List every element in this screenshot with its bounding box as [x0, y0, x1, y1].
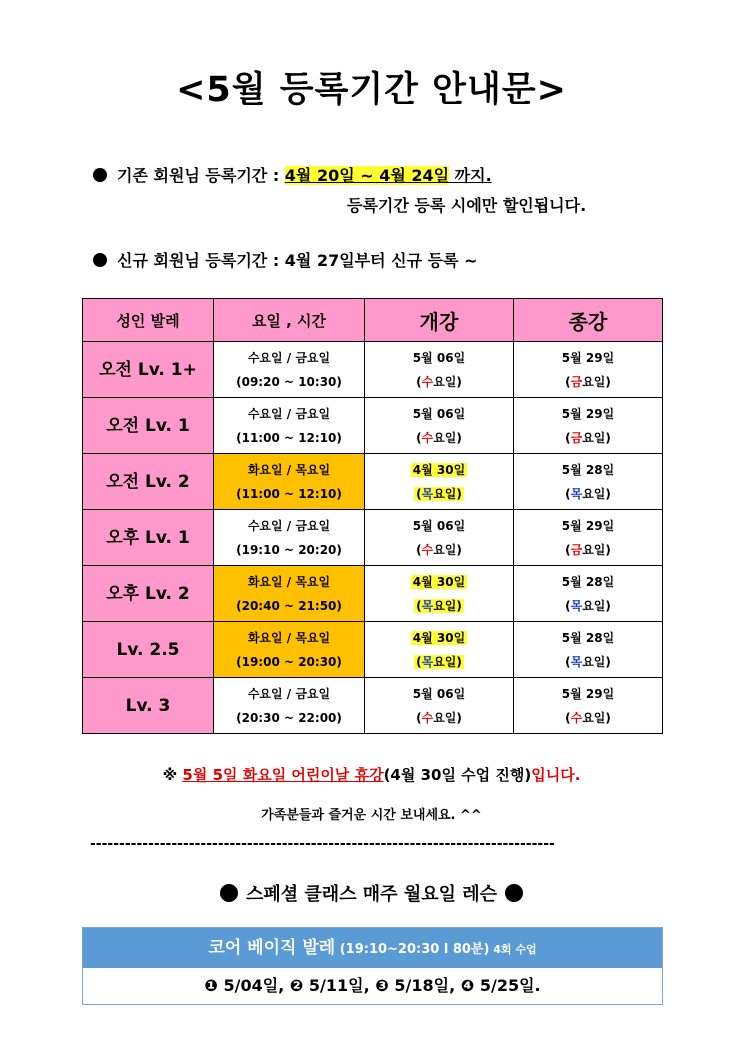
new-member-text: 신규 회원님 등록기간 : 4월 27일부터 신규 등록 ~: [117, 251, 478, 270]
start-date: 4월 30일: [412, 630, 466, 645]
time-text: (20:40 ~ 21:50): [236, 598, 342, 613]
day-suffix: 요일: [433, 542, 457, 557]
day-suffix: 요일: [433, 486, 457, 501]
level-cell: Lv. 3: [83, 678, 214, 734]
end-day-char: 목: [570, 486, 583, 501]
divider: --------------------------------------------------------------------------------: [90, 836, 555, 852]
table-row: [83, 398, 663, 454]
core-class-count: 4회 수업: [489, 943, 537, 956]
end-cell: [514, 510, 663, 566]
start-day-char: 수: [421, 430, 434, 445]
end-cell: [514, 566, 663, 622]
start-day-char: 수: [421, 710, 434, 725]
day-suffix: 요일: [433, 598, 457, 613]
day-suffix: 요일: [433, 710, 457, 725]
end-day: (금요일): [565, 430, 611, 445]
day-suffix: 요일: [433, 374, 457, 389]
start-day: (수요일): [416, 542, 462, 557]
start-date: 5월 06일: [412, 406, 466, 421]
end-day-char: 금: [570, 542, 583, 557]
time-text: (20:30 ~ 22:00): [236, 710, 342, 725]
new-member-period: [93, 248, 478, 271]
start-cell: [365, 510, 514, 566]
end-cell: [514, 622, 663, 678]
holiday-red-text: 5월 5일 화요일 어린이날 휴강: [182, 766, 384, 784]
greeting-text: 가족분들과 즐거운 시간 보내세요. ^^: [261, 808, 482, 823]
level-cell: 오후 Lv. 2: [83, 566, 214, 622]
start-day-char: 목: [421, 598, 434, 613]
days-text: 수요일 / 금요일: [247, 686, 331, 701]
level-cell: 오전 Lv. 1+: [83, 342, 214, 398]
table-row: [83, 454, 663, 510]
start-date: 5월 06일: [412, 686, 466, 701]
header-level: 성인 발레: [83, 299, 214, 342]
level-cell: 오후 Lv. 1: [83, 510, 214, 566]
end-day: (목요일): [565, 654, 611, 669]
day-suffix: 요일: [582, 430, 606, 445]
days-text: 수요일 / 금요일: [247, 518, 331, 533]
end-cell: [514, 398, 663, 454]
level-cell: Lv. 2.5: [83, 622, 214, 678]
time-text: (11:00 ~ 12:10): [236, 430, 342, 445]
end-date: 5월 29일: [561, 686, 615, 701]
start-date: 5월 06일: [412, 350, 466, 365]
start-day-char: 목: [421, 654, 434, 669]
end-day: (목요일): [565, 486, 611, 501]
days-text: 화요일 / 목요일: [247, 630, 331, 645]
header-start: 개강: [365, 299, 514, 342]
day-suffix: 요일: [582, 598, 606, 613]
end-date: 5월 28일: [561, 574, 615, 589]
header-schedule: 요일 , 시간: [214, 299, 365, 342]
days-text: 수요일 / 금요일: [247, 406, 331, 421]
end-date: 5월 29일: [561, 350, 615, 365]
end-date: 5월 28일: [561, 630, 615, 645]
core-class-detail: (19:10~20:30 l 80분): [335, 942, 490, 957]
end-cell: [514, 342, 663, 398]
start-cell: [365, 454, 514, 510]
table-row: [83, 342, 663, 398]
end-cell: [514, 454, 663, 510]
day-suffix: 요일: [433, 430, 457, 445]
table-row: [83, 622, 663, 678]
time-text: (19:00 ~ 20:30): [236, 654, 342, 669]
core-class-header: [83, 928, 662, 968]
days-text: 수요일 / 금요일: [247, 350, 331, 365]
start-date: 5월 06일: [412, 518, 466, 533]
bullet-icon: [93, 168, 107, 182]
start-day: (수요일): [416, 430, 462, 445]
header-end: 종강: [514, 299, 663, 342]
end-day: (금요일): [565, 542, 611, 557]
level-cell: 오전 Lv. 2: [83, 454, 214, 510]
end-day-char: 목: [570, 654, 583, 669]
note-mark: ※: [162, 766, 183, 784]
core-class-name: 코어 베이직 발레: [208, 938, 336, 958]
table-header-row: [83, 299, 663, 342]
start-day: (수요일): [416, 374, 462, 389]
end-day-char: 금: [570, 430, 583, 445]
table-row: [83, 510, 663, 566]
end-date: 5월 28일: [561, 462, 615, 477]
schedule-cell: [214, 622, 365, 678]
day-suffix: 요일: [433, 654, 457, 669]
end-day: (금요일): [565, 374, 611, 389]
time-text: (19:10 ~ 20:20): [236, 542, 342, 557]
schedule-cell: [214, 566, 365, 622]
days-text: 화요일 / 목요일: [247, 462, 331, 477]
table-row: [83, 566, 663, 622]
end-day-char: 목: [570, 598, 583, 613]
day-suffix: 요일: [582, 710, 606, 725]
start-cell: [365, 342, 514, 398]
schedule-cell: [214, 678, 365, 734]
day-suffix: 요일: [582, 374, 606, 389]
end-cell: [514, 678, 663, 734]
start-cell: [365, 398, 514, 454]
day-suffix: 요일: [582, 654, 606, 669]
start-date: 4월 30일: [412, 462, 466, 477]
page-title: <5월 등록기간 안내문>: [176, 70, 567, 110]
special-heading-text: 스페셜 클래스 매주 월요일 레슨: [245, 884, 498, 905]
end-date: 5월 29일: [561, 518, 615, 533]
start-day: (목요일): [416, 654, 462, 669]
start-day-char: 목: [421, 486, 434, 501]
existing-until: 까지.: [449, 166, 492, 185]
end-day: (목요일): [565, 598, 611, 613]
end-day: (수요일): [565, 710, 611, 725]
start-cell: [365, 622, 514, 678]
day-suffix: 요일: [582, 542, 606, 557]
table-row: [83, 678, 663, 734]
existing-discount-note: 등록기간 등록 시에만 할인됩니다.: [347, 196, 587, 215]
special-class-heading: [0, 880, 743, 906]
circle-bullet-icon: [505, 884, 523, 902]
holiday-end: 입니다.: [531, 766, 581, 784]
circle-bullet-icon: [220, 884, 238, 902]
start-day: (수요일): [416, 710, 462, 725]
end-day-char: 수: [570, 710, 583, 725]
schedule-cell: [214, 398, 365, 454]
schedule-cell: [214, 342, 365, 398]
start-cell: [365, 566, 514, 622]
start-date: 4월 30일: [412, 574, 466, 589]
schedule-cell: [214, 510, 365, 566]
holiday-notice: [0, 764, 743, 785]
end-date: 5월 29일: [561, 406, 615, 421]
time-text: (09:20 ~ 10:30): [236, 374, 342, 389]
holiday-black-text: (4월 30일 수업 진행): [383, 766, 532, 784]
start-day-char: 수: [421, 542, 434, 557]
time-text: (11:00 ~ 12:10): [236, 486, 342, 501]
schedule-cell: [214, 454, 365, 510]
core-class-dates: ❶ 5/04일, ❷ 5/11일, ❸ 5/18일, ❹ 5/25일.: [204, 976, 541, 995]
start-cell: [365, 678, 514, 734]
existing-period-highlight: 4월 20일 ~ 4월 24일: [284, 166, 450, 185]
days-text: 화요일 / 목요일: [247, 574, 331, 589]
bullet-icon: [93, 253, 107, 267]
core-class-box: [82, 927, 663, 1005]
start-day: (목요일): [416, 598, 462, 613]
schedule-table: [82, 298, 663, 734]
existing-label: 기존 회원님 등록기간 :: [117, 166, 285, 185]
start-day-char: 수: [421, 374, 434, 389]
existing-member-period: [93, 163, 492, 186]
level-cell: 오전 Lv. 1: [83, 398, 214, 454]
end-day-char: 금: [570, 374, 583, 389]
day-suffix: 요일: [582, 486, 606, 501]
start-day: (목요일): [416, 486, 462, 501]
